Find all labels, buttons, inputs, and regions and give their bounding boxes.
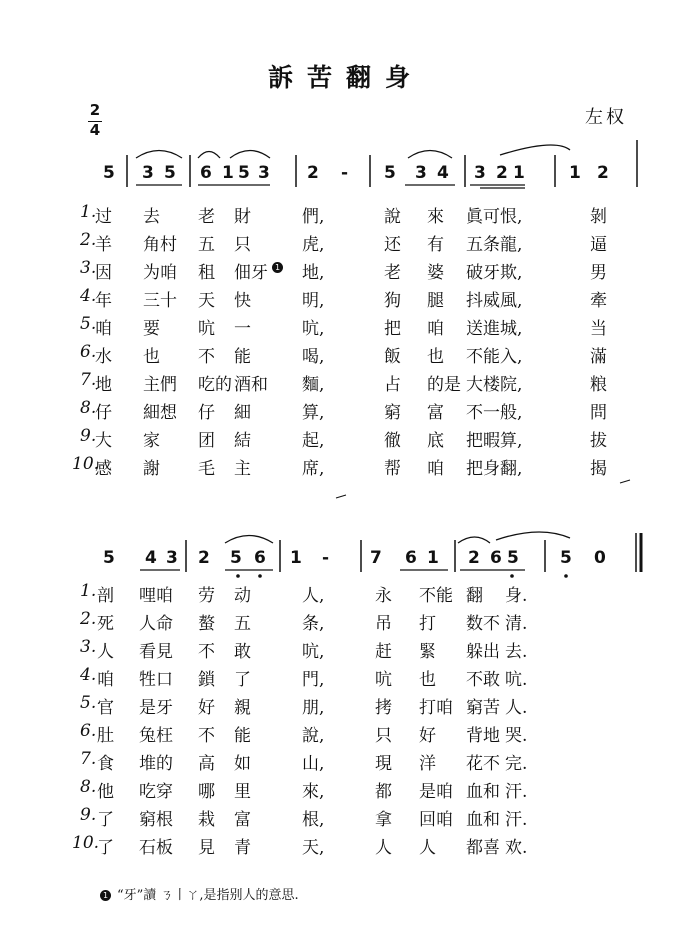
lyric-text: 汗.: [505, 782, 528, 802]
lyric-text: 五: [198, 235, 215, 255]
lyric-text: 是牙: [139, 698, 173, 718]
lyric-text: 大楼院,: [466, 375, 523, 395]
lyric-text: 結: [234, 431, 251, 451]
lyric-text: 螯: [198, 614, 215, 634]
lyric-text: 花不: [466, 754, 500, 774]
lyric-text: 过: [95, 207, 112, 227]
lyric-text: 拷: [375, 698, 392, 718]
lyric-text: 揭: [590, 459, 607, 479]
lyric-text: 因: [95, 263, 112, 283]
lyric-text: 地: [95, 375, 112, 395]
lyric-text: 逼: [590, 235, 607, 255]
verse-number: 5.: [80, 693, 97, 713]
note: 3: [142, 163, 154, 183]
lyric-text: 富: [234, 810, 251, 830]
lyric-text: 不: [198, 726, 215, 746]
lyric-text: 哩咱: [139, 586, 173, 606]
note: 6: [405, 548, 417, 568]
note: -: [341, 163, 349, 183]
note: 2: [597, 163, 609, 183]
lyric-text: 帮: [384, 459, 401, 479]
octave-dot: [236, 574, 240, 578]
lyric-text: 們,: [302, 207, 325, 227]
lyric-text: 都喜: [466, 838, 500, 858]
lyric-text: 身.: [505, 586, 528, 606]
verse-number: 4.: [80, 286, 97, 306]
lyric-text: 毛: [198, 459, 215, 479]
lyric-text: 問: [590, 403, 607, 423]
lyric-text: 如: [234, 754, 251, 774]
lyric-text: 打: [419, 614, 436, 634]
lyric-text: 只: [375, 726, 392, 746]
region-label: 左权: [585, 107, 627, 128]
lyric-text: 人.: [505, 698, 528, 718]
lyric-text: 青: [234, 838, 251, 858]
note: 1: [427, 548, 439, 568]
lyric-text: 明,: [302, 291, 325, 311]
slur: [136, 151, 182, 159]
lyric-text: 栽: [198, 810, 215, 830]
lyric-text: 喝,: [302, 347, 325, 367]
lyric-text: 哭.: [505, 726, 528, 746]
lyric-text: 席,: [302, 459, 325, 479]
lyric-text: 年: [95, 291, 112, 311]
note: 5: [507, 548, 519, 568]
lyric-text: 見: [198, 838, 215, 858]
note: 5: [103, 163, 115, 183]
lyric-text: 里: [234, 782, 251, 802]
lyric-text: 窮苦: [466, 698, 500, 718]
verse-number: 2.: [80, 609, 97, 629]
verse-number: 7.: [80, 370, 97, 390]
lyric-text: 占: [384, 375, 401, 395]
lyric-text: 滿: [590, 347, 607, 367]
lyric-text: 食: [97, 754, 114, 774]
lyric-text: 吭,: [302, 642, 325, 662]
lyric-text: 山,: [302, 754, 325, 774]
note: 3: [258, 163, 270, 183]
lyric-text: 起,: [302, 431, 325, 451]
note: 5: [560, 548, 572, 568]
lyric-text: 团: [198, 431, 215, 451]
lyric-text: 羊: [95, 235, 112, 255]
verse-number: 9.: [80, 805, 97, 825]
lyric-text: 还: [384, 235, 401, 255]
lyric-text: 徹: [384, 431, 401, 451]
lyric-text: 兔枉: [139, 726, 173, 746]
lyric-text: 飯: [384, 347, 401, 367]
lyric-text: 仔: [95, 403, 112, 423]
verse-number: 9.: [80, 426, 97, 446]
lyric-text: 的是: [427, 375, 461, 395]
lyric-text: 狗: [384, 291, 401, 311]
lyric-text: 翻: [466, 586, 483, 606]
lyric-text: 三十: [143, 291, 177, 311]
lyric-text: 当: [590, 319, 607, 339]
lyric-text: 抖威風,: [466, 291, 523, 311]
lyric-text: 窮根: [139, 810, 173, 830]
lyric-text: 他: [97, 782, 114, 802]
lyric-text: 角村: [143, 235, 177, 255]
lyric-text: 吊: [375, 614, 392, 634]
lyric-text: 咱: [427, 459, 444, 479]
note: -: [322, 548, 330, 568]
lyric-text: 清.: [505, 614, 528, 634]
lyric-text: 躲出: [466, 642, 500, 662]
slur: [458, 537, 490, 543]
note: 5: [230, 548, 242, 568]
lyric-text: 底: [427, 431, 444, 451]
verse-number: 6.: [80, 721, 97, 741]
lyric-text: 血和: [466, 782, 500, 802]
lyric-text: 天: [198, 291, 215, 311]
lyric-text: 汗.: [505, 810, 528, 830]
lyric-text: 劳: [198, 586, 215, 606]
slur: [496, 532, 570, 540]
lyric-text: 了: [97, 838, 114, 858]
lyric-text: 不敢: [466, 670, 500, 690]
lyric-text: 数不: [466, 614, 500, 634]
note: 4: [145, 548, 157, 568]
lyric-text: 剝: [590, 207, 607, 227]
note: 2: [307, 163, 319, 183]
lyric-text: 吭,: [302, 319, 325, 339]
note: 5: [164, 163, 176, 183]
lyric-text: 感: [95, 459, 112, 479]
note: 7: [370, 548, 382, 568]
verse-number: 7.: [80, 749, 97, 769]
verse-number: 2.: [80, 230, 97, 250]
lyric-text: 永: [375, 586, 392, 606]
verse-number: 5.: [80, 314, 97, 334]
lyric-text: 赶: [375, 642, 392, 662]
note: 6: [490, 548, 502, 568]
lyric-text: 來,: [302, 782, 325, 802]
lyric-text: 主: [234, 459, 251, 479]
slur: [500, 145, 570, 155]
lyric-text: 佃牙: [234, 263, 268, 283]
lyric-text: 朋,: [302, 698, 325, 718]
lyric-text: 不能入,: [466, 347, 523, 367]
lyric-text: 都: [375, 782, 392, 802]
lyric-text: 吭.: [505, 670, 528, 690]
slur: [408, 151, 452, 159]
lyric-text: 去: [143, 207, 160, 227]
verse-number: 10.: [72, 454, 100, 474]
lyric-text: 石板: [139, 838, 173, 858]
note: 3: [415, 163, 427, 183]
lyric-text: 吭: [375, 670, 392, 690]
footnote-text: “牙”讀 ㄋ丨ㄚ,是指别人的意思.: [117, 888, 299, 903]
lyric-text: 大: [95, 431, 112, 451]
lyric-text: 去.: [505, 642, 528, 662]
lyric-text: 咱: [95, 319, 112, 339]
lyric-text: 条,: [302, 614, 325, 634]
lyric-text: 动: [234, 586, 251, 606]
footnote: [100, 884, 299, 903]
lyric-text: 腿: [427, 291, 444, 311]
lyric-text: 回咱: [419, 810, 453, 830]
note: 2: [468, 548, 480, 568]
lyric-text: 把暇算,: [466, 431, 523, 451]
lyric-text: 拔: [590, 431, 607, 451]
lyric-text: 牲口: [139, 670, 173, 690]
lyric-text: 拿: [375, 810, 392, 830]
lyric-text: 老: [198, 207, 215, 227]
lyric-text: 不: [198, 642, 215, 662]
note: 6: [254, 548, 266, 568]
lyric-text: 仔: [198, 403, 215, 423]
note: 1: [569, 163, 581, 183]
lyric-text: 高: [198, 754, 215, 774]
lyric-text: 人: [97, 642, 114, 662]
note: 3: [166, 548, 178, 568]
lyric-text: 肚: [97, 726, 114, 746]
lyric-text: 看見: [139, 642, 173, 662]
lyric-text: 送進城,: [466, 319, 523, 339]
lyric-text: 男: [590, 263, 607, 283]
lyric-text: 眞可恨,: [466, 207, 523, 227]
note: 0: [594, 548, 606, 568]
lyric-text: 細: [234, 403, 251, 423]
footnote-reference-marker: 1: [272, 262, 283, 273]
verse-number: 4.: [80, 665, 97, 685]
time-signature-top: 2: [89, 101, 101, 119]
note: 6: [200, 163, 212, 183]
lyric-text: 謝: [143, 459, 160, 479]
lyric-text: 牽: [590, 291, 607, 311]
lyric-text: 完.: [505, 754, 528, 774]
lyric-text: 婆: [427, 263, 444, 283]
lyric-text: 天,: [302, 838, 325, 858]
lyric-text: 能: [234, 726, 251, 746]
note: 4: [437, 163, 449, 183]
lyric-text: 鎖: [198, 670, 215, 690]
lyric-text: 緊: [419, 642, 436, 662]
lyric-text: 人,: [302, 586, 325, 606]
octave-dot: [510, 574, 514, 578]
verse-number: 1.: [80, 581, 97, 601]
lyric-text: 細想: [143, 403, 177, 423]
octave-dot: [564, 574, 568, 578]
lyric-text: 剖: [97, 586, 114, 606]
lyric-text: 五条龍,: [466, 235, 523, 255]
lyric-text: 也: [143, 347, 160, 367]
lyric-text: 麵,: [302, 375, 325, 395]
lyric-text: 水: [95, 347, 112, 367]
lyric-text: 說: [384, 207, 401, 227]
lyric-text: 了: [97, 810, 114, 830]
lyric-text: 好: [419, 726, 436, 746]
lyric-text: 咱: [427, 319, 444, 339]
lyric-text: 死: [97, 614, 114, 634]
lyric-text: 为咱: [143, 263, 177, 283]
verse-number: 6.: [80, 342, 97, 362]
lyric-text: 官: [97, 698, 114, 718]
lyric-text: 堆的: [139, 754, 173, 774]
lyric-text: 一: [234, 319, 251, 339]
lyric-text: 敢: [234, 642, 251, 662]
lyric-text: 吃的: [198, 375, 232, 395]
decorative-dash: [336, 495, 346, 498]
lyric-text: 破牙欺,: [466, 263, 523, 283]
lyric-text: 不一般,: [466, 403, 523, 423]
decorative-dash: [620, 480, 630, 483]
lyric-text: 好: [198, 698, 215, 718]
lyric-text: 快: [234, 291, 251, 311]
lyric-text: 只: [234, 235, 251, 255]
lyric-text: 租: [198, 263, 215, 283]
verse-number: 3.: [80, 258, 97, 278]
lyric-text: 人命: [139, 614, 173, 634]
lyric-text: 哪: [198, 782, 215, 802]
note: 1: [513, 163, 525, 183]
lyric-text: 也: [419, 670, 436, 690]
footnote-marker: 1: [100, 890, 111, 901]
note: 2: [496, 163, 508, 183]
lyric-text: 了: [234, 670, 251, 690]
lyric-text: 人: [375, 838, 392, 858]
lyric-text: 親: [234, 698, 251, 718]
note: 1: [290, 548, 302, 568]
lyric-text: 地,: [302, 263, 325, 283]
lyric-text: 也: [427, 347, 444, 367]
lyric-text: 是咱: [419, 782, 453, 802]
note: 5: [384, 163, 396, 183]
lyric-text: 根,: [302, 810, 325, 830]
verse-number: 8.: [80, 398, 97, 418]
lyric-text: 背地: [466, 726, 500, 746]
note: 3: [474, 163, 486, 183]
lyric-text: 來: [427, 207, 444, 227]
lyric-text: 要: [143, 319, 160, 339]
note: 1: [222, 163, 234, 183]
lyric-text: 不: [198, 347, 215, 367]
slur: [230, 151, 270, 159]
octave-dot: [258, 574, 262, 578]
lyric-text: 門,: [302, 670, 325, 690]
lyric-text: 血和: [466, 810, 500, 830]
note: 2: [198, 548, 210, 568]
lyric-text: 不能: [419, 586, 453, 606]
lyric-text: 欢.: [505, 838, 528, 858]
lyric-text: 咱: [97, 670, 114, 690]
time-signature-bottom: 4: [89, 121, 101, 139]
lyric-text: 財: [234, 207, 251, 227]
lyric-text: 虎,: [302, 235, 325, 255]
song-title: 訴苦翻身: [267, 63, 424, 92]
slur: [198, 152, 220, 159]
lyric-text: 算,: [302, 403, 325, 423]
lyric-text: 吃穿: [139, 782, 173, 802]
verse-number: 1.: [80, 202, 97, 222]
lyric-text: 酒和: [234, 375, 268, 395]
lyric-text: 把身翻,: [466, 459, 523, 479]
note: 5: [103, 548, 115, 568]
lyric-text: 洋: [419, 754, 436, 774]
slur: [225, 536, 273, 544]
note: 5: [238, 163, 250, 183]
lyric-text: 老: [384, 263, 401, 283]
verse-number: 3.: [80, 637, 97, 657]
lyric-text: 打咱: [419, 698, 453, 718]
lyric-text: 家: [143, 431, 160, 451]
lyric-text: 窮: [384, 403, 401, 423]
lyric-text: 主們: [143, 375, 177, 395]
verse-number: 8.: [80, 777, 97, 797]
lyric-text: 能: [234, 347, 251, 367]
lyric-text: 把: [384, 319, 401, 339]
lyric-text: 人: [419, 838, 436, 858]
lyric-text: 吭: [198, 319, 215, 339]
lyric-text: 現: [375, 754, 392, 774]
lyric-text: 五: [234, 614, 251, 634]
lyric-text: 富: [427, 403, 444, 423]
lyric-text: 有: [427, 235, 444, 255]
lyric-text: 說,: [302, 726, 325, 746]
verse-number: 10.: [72, 833, 100, 853]
lyric-text: 粮: [590, 375, 607, 395]
